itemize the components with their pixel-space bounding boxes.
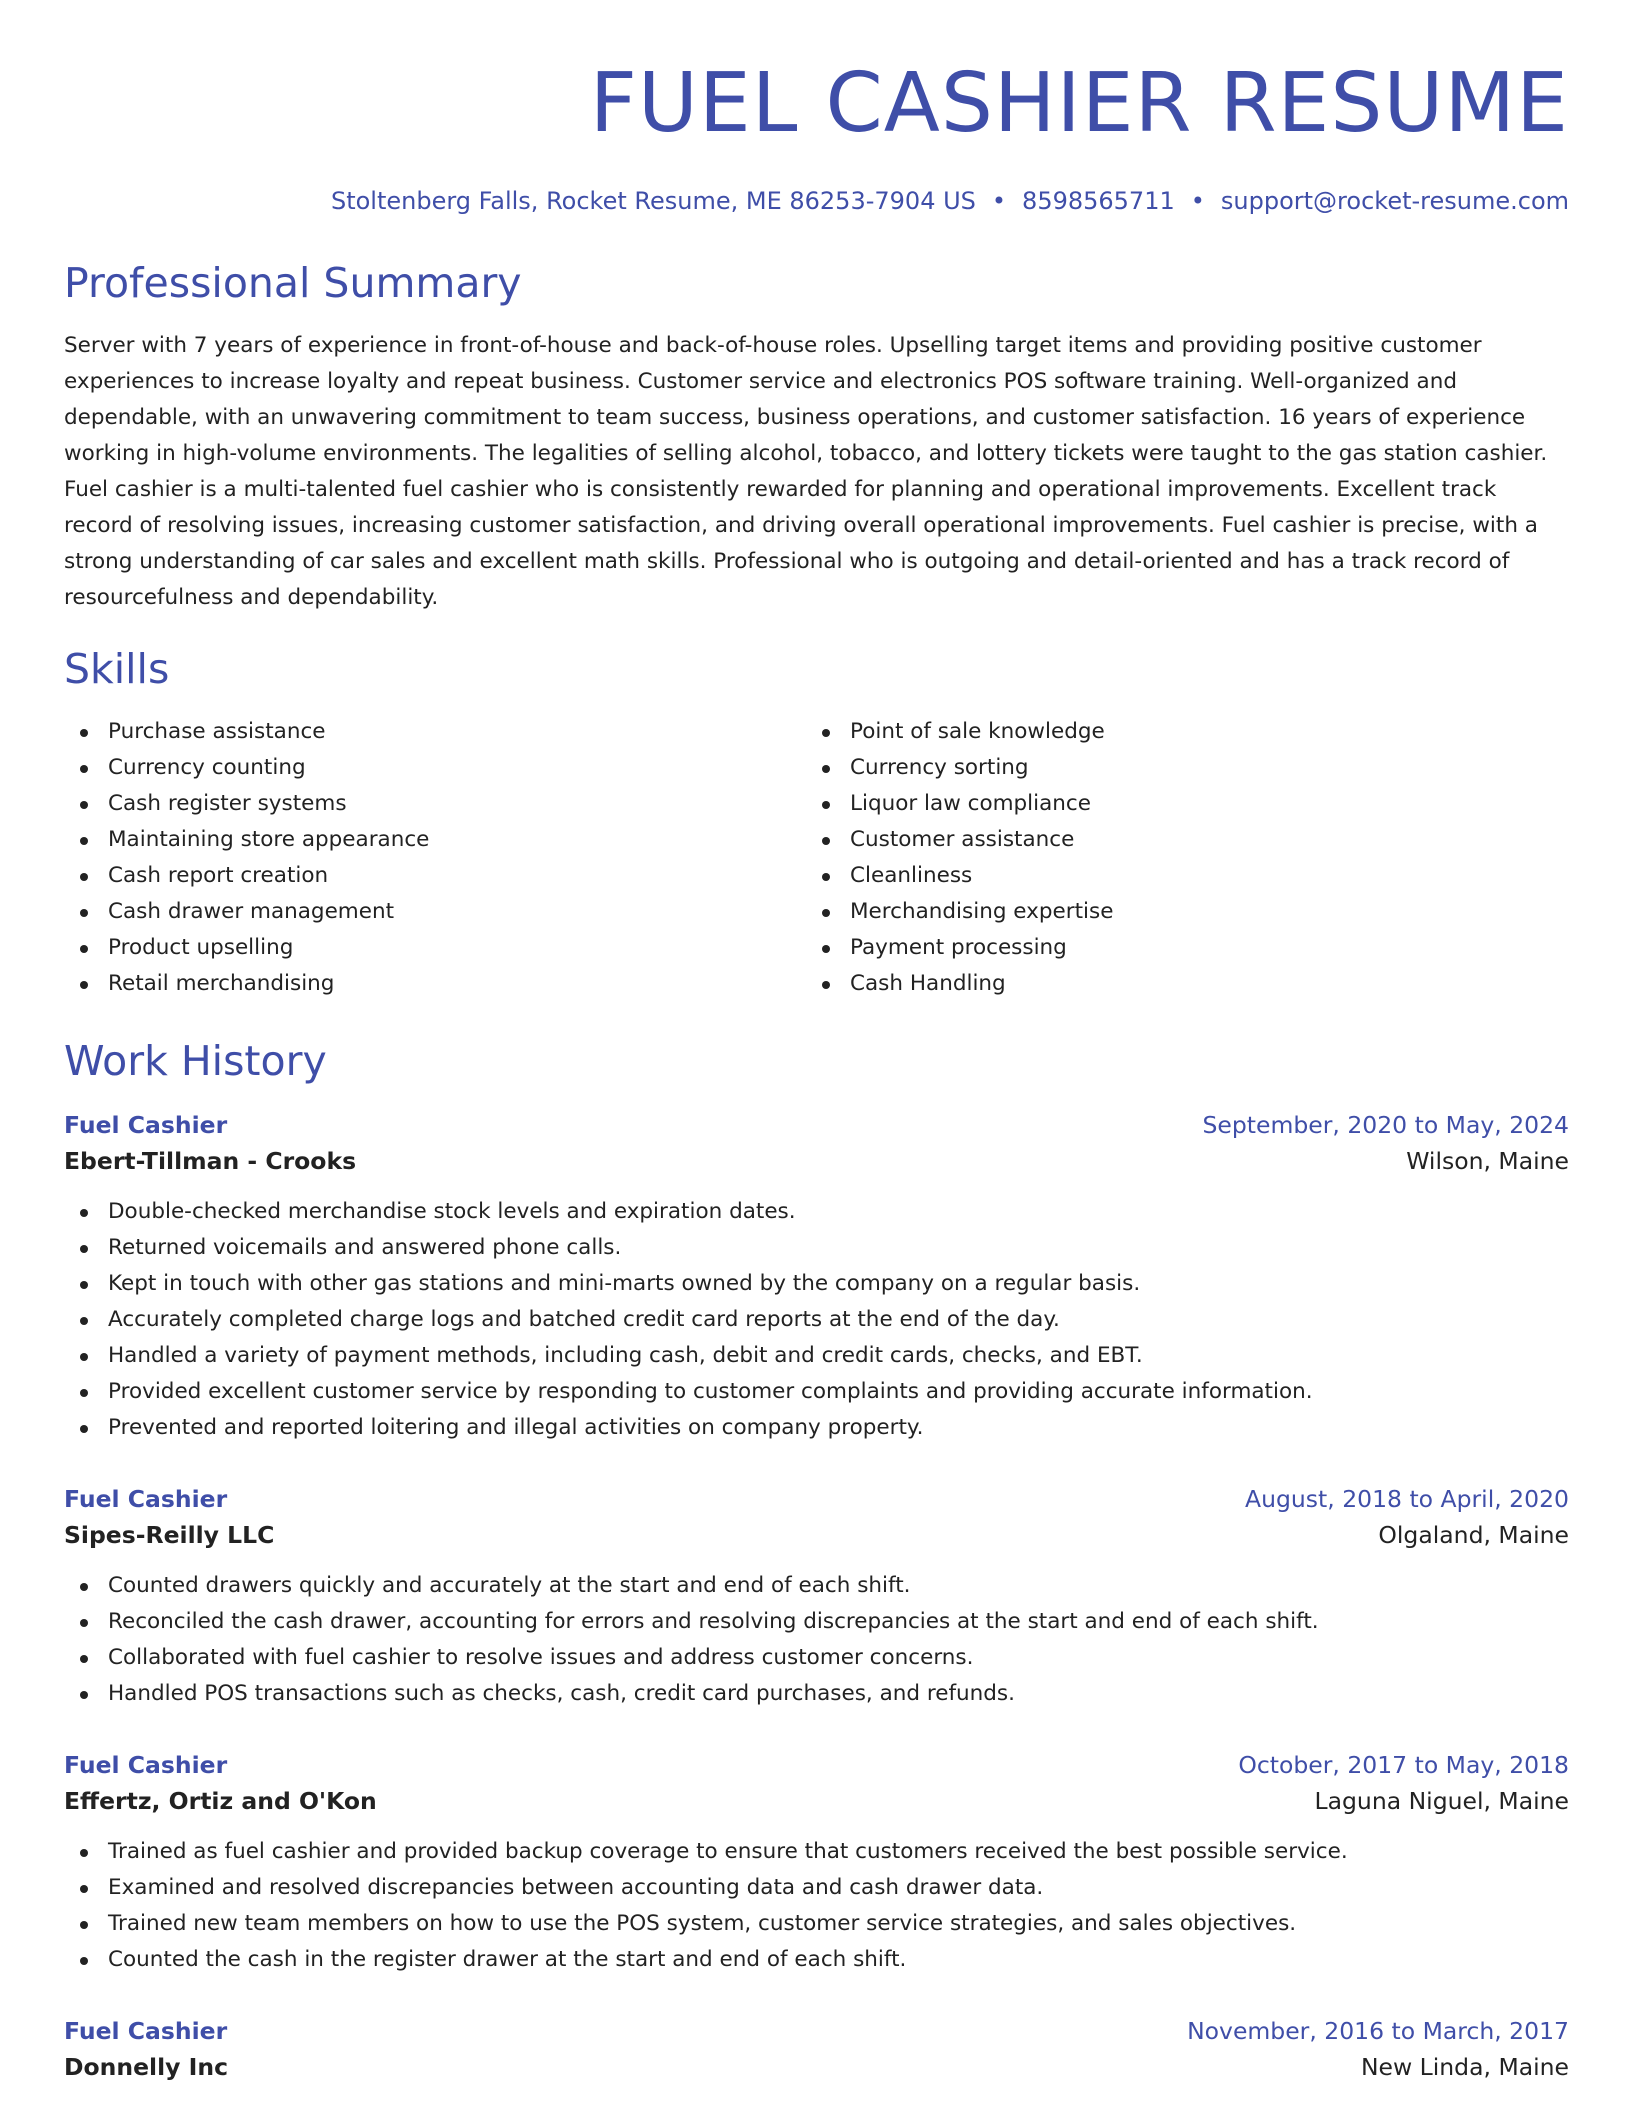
job-duty: Accurately completed charge logs and batched credit card reports at the end of the day. xyxy=(64,1302,1569,1338)
job-title: Fuel Cashier xyxy=(64,1485,228,1513)
job-duty: Collaborated with fuel cashier to resolve issues and address customer concerns. xyxy=(64,1640,1569,1676)
skill-item: Cash report creation xyxy=(64,858,806,894)
resume-page xyxy=(64,0,1569,2086)
skill-item: Cash register systems xyxy=(64,786,806,822)
job-duties xyxy=(64,1834,1569,1978)
job-duties xyxy=(64,1194,1569,1446)
skills-heading: Skills xyxy=(64,645,170,693)
page-title: FUEL CASHIER RESUME xyxy=(589,56,1569,151)
job-entry xyxy=(64,1482,1569,1712)
skill-item: Point of sale knowledge xyxy=(806,714,1548,750)
job-duty: Provided excellent customer service by responding to customer complaints and providing accurate information. xyxy=(64,1374,1569,1410)
job-duty: Reconciled the cash drawer, accounting for errors and resolving discrepancies at the start and end of each shift. xyxy=(64,1604,1569,1640)
job-dates: August, 2018 to April, 2020 xyxy=(1245,1485,1569,1513)
job-location: Olgaland, Maine xyxy=(1378,1521,1569,1549)
job-company: Effertz, Ortiz and O'Kon xyxy=(64,1787,377,1815)
contact-email: support@rocket-resume.com xyxy=(1220,187,1569,215)
job-company: Sipes-Reilly LLC xyxy=(64,1521,275,1549)
contact-line xyxy=(64,186,1569,216)
job-duty: Counted drawers quickly and accurately at the start and end of each shift. xyxy=(64,1568,1569,1604)
job-title-row xyxy=(64,1482,1569,1516)
skill-item: Purchase assistance xyxy=(64,714,806,750)
skill-item: Product upselling xyxy=(64,930,806,966)
job-location: Laguna Niguel, Maine xyxy=(1314,1787,1569,1815)
job-company: Ebert-Tillman - Crooks xyxy=(64,1147,357,1175)
job-dates: November, 2016 to March, 2017 xyxy=(1187,2017,1569,2045)
skills-column-left xyxy=(64,714,806,1002)
skills-grid xyxy=(64,714,1569,1002)
skill-item: Cash Handling xyxy=(806,966,1548,1002)
job-duties xyxy=(64,1568,1569,1712)
job-entry xyxy=(64,2014,1569,2086)
job-title: Fuel Cashier xyxy=(64,1111,228,1139)
job-duty: Examined and resolved discrepancies between accounting data and cash drawer data. xyxy=(64,1870,1569,1906)
job-dates: October, 2017 to May, 2018 xyxy=(1238,1751,1569,1779)
skill-item: Merchandising expertise xyxy=(806,894,1548,930)
job-title-row xyxy=(64,1748,1569,1782)
skill-item: Cleanliness xyxy=(806,858,1548,894)
summary-text: Server with 7 years of experience in front-of-house and back-of-house roles. Upselling target items and providing positive customer experiences to increase loyalty and repeat business. Customer service and electronics POS software training. Well-organized and dependable, with an unwavering commitment to team success, business operations, and customer satisfaction. 16 years of experience working in high-volume environments. The legalities of selling alcohol, tobacco, and lottery tickets were taught to the gas station cashier. Fuel cashier is a multi-talented fuel cashier who is consistently rewarded for planning and operational improvements. Excellent track record of resolving issues, increasing customer satisfaction, and driving overall operational improvements. Fuel cashier is precise, with a strong understanding of car sales and excellent math skills. Professional who is outgoing and detail-oriented and has a track record of resourcefulness and dependability. xyxy=(64,333,1548,610)
skill-item: Payment processing xyxy=(806,930,1548,966)
job-entry xyxy=(64,1108,1569,1446)
job-duty: Counted the cash in the register drawer at the start and end of each shift. xyxy=(64,1942,1569,1978)
skills-column-right xyxy=(806,714,1548,1002)
contact-separator: • xyxy=(991,187,1007,215)
job-duty: Double-checked merchandise stock levels and expiration dates. xyxy=(64,1194,1569,1230)
skill-item: Maintaining store appearance xyxy=(64,822,806,858)
skill-item: Retail merchandising xyxy=(64,966,806,1002)
job-title-row xyxy=(64,1108,1569,1142)
contact-phone: 8598565711 xyxy=(1022,187,1175,215)
job-company-row xyxy=(64,2048,1569,2086)
job-duty: Kept in touch with other gas stations and mini-marts owned by the company on a regular basis. xyxy=(64,1266,1569,1302)
job-duty: Prevented and reported loitering and illegal activities on company property. xyxy=(64,1410,1569,1446)
job-company: Donnelly Inc xyxy=(64,2053,229,2081)
summary-heading: Professional Summary xyxy=(64,259,522,307)
job-dates: September, 2020 to May, 2024 xyxy=(1202,1111,1569,1139)
skill-item: Customer assistance xyxy=(806,822,1548,858)
job-duty: Handled a variety of payment methods, including cash, debit and credit cards, checks, and EBT. xyxy=(64,1338,1569,1374)
skill-item: Currency counting xyxy=(64,750,806,786)
job-location: New Linda, Maine xyxy=(1360,2053,1569,2081)
job-title-row xyxy=(64,2014,1569,2048)
skill-item: Cash drawer management xyxy=(64,894,806,930)
contact-address: Stoltenberg Falls, Rocket Resume, ME 86253-7904 US xyxy=(330,187,976,215)
job-title: Fuel Cashier xyxy=(64,2017,228,2045)
job-location: Wilson, Maine xyxy=(1406,1147,1569,1175)
work-history-heading: Work History xyxy=(64,1037,327,1085)
job-entry xyxy=(64,1748,1569,1978)
job-title: Fuel Cashier xyxy=(64,1751,228,1779)
skill-item: Currency sorting xyxy=(806,750,1548,786)
job-duty: Trained new team members on how to use the POS system, customer service strategies, and sales objectives. xyxy=(64,1906,1569,1942)
job-duty: Returned voicemails and answered phone calls. xyxy=(64,1230,1569,1266)
job-company-row xyxy=(64,1516,1569,1554)
skill-item: Liquor law compliance xyxy=(806,786,1548,822)
contact-separator: • xyxy=(1190,187,1205,215)
job-duty: Handled POS transactions such as checks, cash, credit card purchases, and refunds. xyxy=(64,1676,1569,1712)
job-company-row xyxy=(64,1142,1569,1180)
job-duty: Trained as fuel cashier and provided backup coverage to ensure that customers received the best possible service. xyxy=(64,1834,1569,1870)
job-company-row xyxy=(64,1782,1569,1820)
